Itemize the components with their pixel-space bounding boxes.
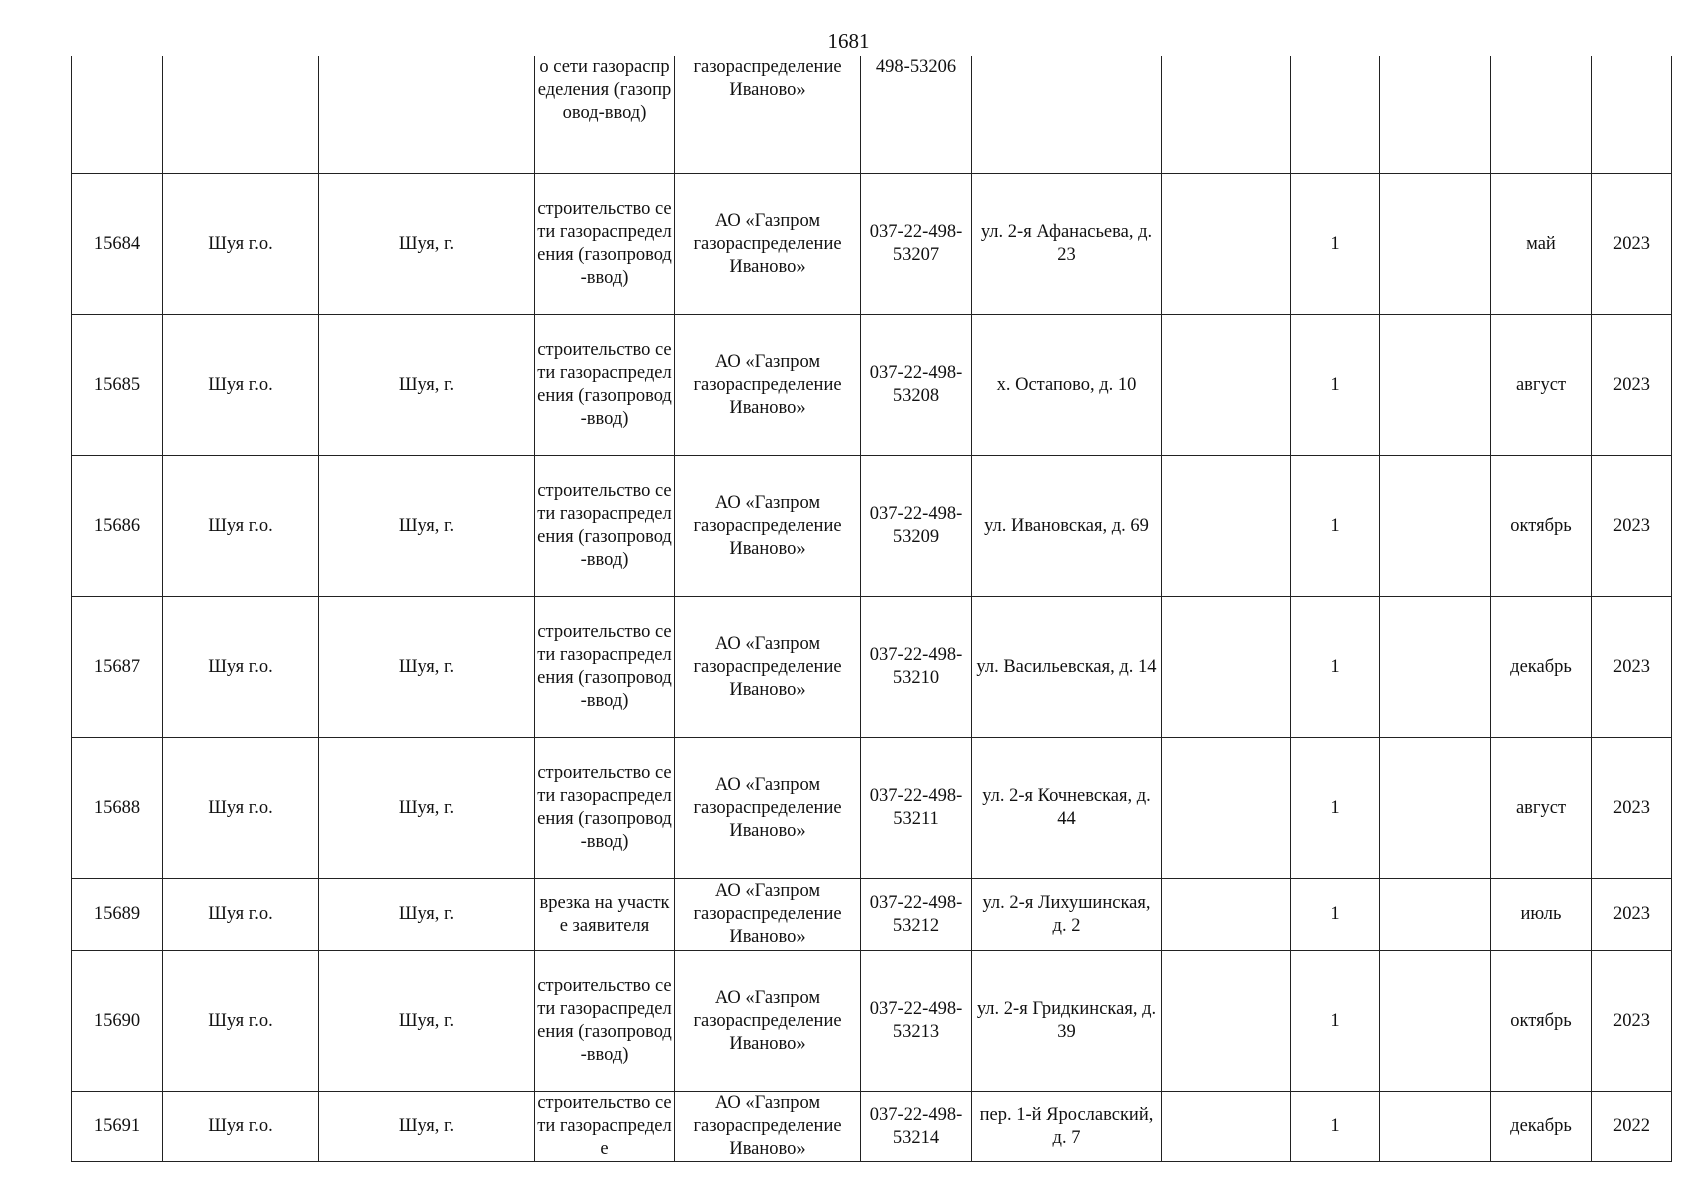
cell-address: ул. Васильевская, д. 14: [972, 597, 1162, 738]
cell-year: 2023: [1592, 951, 1672, 1092]
cell-count: 1: [1291, 1092, 1380, 1162]
cell-empty-2: [1380, 456, 1491, 597]
cell-district: Шуя г.о.: [163, 879, 319, 951]
cell-id: 15689: [72, 879, 163, 951]
cell-empty: [1162, 1092, 1291, 1162]
cell-locality: [319, 56, 535, 174]
cell-count: 1: [1291, 315, 1380, 456]
cell-type: строительство сети газораспределения (газопровод-ввод): [535, 738, 675, 879]
cell-count: 1: [1291, 738, 1380, 879]
cell-id: 15684: [72, 174, 163, 315]
cell-district: Шуя г.о.: [163, 738, 319, 879]
cell-locality: Шуя, г.: [319, 597, 535, 738]
cell-count: 1: [1291, 879, 1380, 951]
cell-count: 1: [1291, 951, 1380, 1092]
cell-id: 15686: [72, 456, 163, 597]
cell-address: ул. 2-я Гридкинская, д. 39: [972, 951, 1162, 1092]
cell-id: 15690: [72, 951, 163, 1092]
cell-id: [72, 56, 163, 174]
cell-month: август: [1491, 315, 1592, 456]
cell-empty-2: [1380, 56, 1491, 174]
cell-empty-2: [1380, 597, 1491, 738]
cell-number: 037-22-498-53213: [861, 951, 972, 1092]
cell-month: октябрь: [1491, 951, 1592, 1092]
cell-locality: Шуя, г.: [319, 456, 535, 597]
cell-empty-2: [1380, 315, 1491, 456]
cell-district: Шуя г.о.: [163, 174, 319, 315]
table-row-continuation: [72, 56, 1672, 174]
cell-year: 2023: [1592, 174, 1672, 315]
table-row: [72, 456, 1672, 597]
cell-month: июль: [1491, 879, 1592, 951]
cell-month: [1491, 56, 1592, 174]
cell-locality: Шуя, г.: [319, 174, 535, 315]
cell-count: 1: [1291, 597, 1380, 738]
cell-district: Шуя г.о.: [163, 597, 319, 738]
cell-number: 498-53206: [861, 56, 972, 174]
cell-count: 1: [1291, 456, 1380, 597]
cell-organization: АО «Газпром газораспределение Иваново»: [675, 879, 861, 951]
cell-district: [163, 56, 319, 174]
cell-address: ул. 2-я Афанасьева, д. 23: [972, 174, 1162, 315]
cell-number: 037-22-498-53207: [861, 174, 972, 315]
cell-month: декабрь: [1491, 1092, 1592, 1162]
cell-empty: [1162, 174, 1291, 315]
table-row: [72, 738, 1672, 879]
cell-type: строительство сети газораспределения (газопровод-ввод): [535, 456, 675, 597]
cell-address: ул. Ивановская, д. 69: [972, 456, 1162, 597]
cell-type: о сети газораспределения (газопровод-ввод): [535, 56, 675, 174]
cell-organization: АО «Газпром газораспределение Иваново»: [675, 315, 861, 456]
table-row: [72, 951, 1672, 1092]
cell-id: 15688: [72, 738, 163, 879]
table-row: [72, 315, 1672, 456]
cell-locality: Шуя, г.: [319, 951, 535, 1092]
cell-empty: [1162, 597, 1291, 738]
cell-type: строительство сети газораспределения (газопровод-ввод): [535, 597, 675, 738]
cell-district: Шуя г.о.: [163, 315, 319, 456]
cell-number: 037-22-498-53214: [861, 1092, 972, 1162]
cell-number: 037-22-498-53212: [861, 879, 972, 951]
cell-year: 2023: [1592, 879, 1672, 951]
cell-year: 2022: [1592, 1092, 1672, 1162]
cell-empty: [1162, 951, 1291, 1092]
cell-locality: Шуя, г.: [319, 1092, 535, 1162]
register-table: [71, 56, 1672, 1162]
cell-address: ул. 2-я Кочневская, д. 44: [972, 738, 1162, 879]
cell-district: Шуя г.о.: [163, 456, 319, 597]
cell-month: август: [1491, 738, 1592, 879]
cell-empty-2: [1380, 174, 1491, 315]
cell-organization: АО «Газпром газораспределение Иваново»: [675, 597, 861, 738]
cell-empty: [1162, 456, 1291, 597]
cell-locality: Шуя, г.: [319, 738, 535, 879]
cell-empty: [1162, 738, 1291, 879]
cell-id: 15687: [72, 597, 163, 738]
cell-year: [1592, 56, 1672, 174]
cell-type: строительство сети газораспределения (газопровод-ввод): [535, 951, 675, 1092]
cell-count: [1291, 56, 1380, 174]
cell-id: 15685: [72, 315, 163, 456]
cell-address: ул. 2-я Лихушинская, д. 2: [972, 879, 1162, 951]
table-row: [72, 1092, 1672, 1162]
cell-organization: АО «Газпром газораспределение Иваново»: [675, 1092, 861, 1162]
cell-empty: [1162, 315, 1291, 456]
cell-month: октябрь: [1491, 456, 1592, 597]
cell-number: 037-22-498-53209: [861, 456, 972, 597]
cell-empty: [1162, 56, 1291, 174]
cell-count: 1: [1291, 174, 1380, 315]
cell-year: 2023: [1592, 315, 1672, 456]
cell-year: 2023: [1592, 738, 1672, 879]
cell-month: декабрь: [1491, 597, 1592, 738]
cell-district: Шуя г.о.: [163, 951, 319, 1092]
cell-month: май: [1491, 174, 1592, 315]
cell-type: строительство сети газораспределения (газопровод-ввод): [535, 315, 675, 456]
page-number: 1681: [827, 29, 870, 53]
cell-locality: Шуя, г.: [319, 879, 535, 951]
cell-year: 2023: [1592, 597, 1672, 738]
cell-empty-2: [1380, 879, 1491, 951]
cell-empty-2: [1380, 1092, 1491, 1162]
cell-locality: Шуя, г.: [319, 315, 535, 456]
cell-type: врезка на участке заявителя: [535, 879, 675, 951]
cell-organization: АО «Газпром газораспределение Иваново»: [675, 738, 861, 879]
cell-district: Шуя г.о.: [163, 1092, 319, 1162]
cell-number: 037-22-498-53208: [861, 315, 972, 456]
cell-organization: АО «Газпром газораспределение Иваново»: [675, 174, 861, 315]
cell-empty-2: [1380, 951, 1491, 1092]
cell-number: 037-22-498-53211: [861, 738, 972, 879]
cell-type: строительство сети газораспределе: [535, 1092, 675, 1162]
cell-type: строительство сети газораспределения (газопровод-ввод): [535, 174, 675, 315]
cell-year: 2023: [1592, 456, 1672, 597]
cell-organization: АО «Газпром газораспределение Иваново»: [675, 456, 861, 597]
cell-address: х. Остапово, д. 10: [972, 315, 1162, 456]
table-row: [72, 879, 1672, 951]
cell-address: [972, 56, 1162, 174]
cell-empty: [1162, 879, 1291, 951]
cell-address: пер. 1-й Ярославский, д. 7: [972, 1092, 1162, 1162]
table-row: [72, 174, 1672, 315]
table-row: [72, 597, 1672, 738]
cell-id: 15691: [72, 1092, 163, 1162]
cell-number: 037-22-498-53210: [861, 597, 972, 738]
cell-organization: газораспределение Иваново»: [675, 56, 861, 174]
cell-empty-2: [1380, 738, 1491, 879]
cell-organization: АО «Газпром газораспределение Иваново»: [675, 951, 861, 1092]
